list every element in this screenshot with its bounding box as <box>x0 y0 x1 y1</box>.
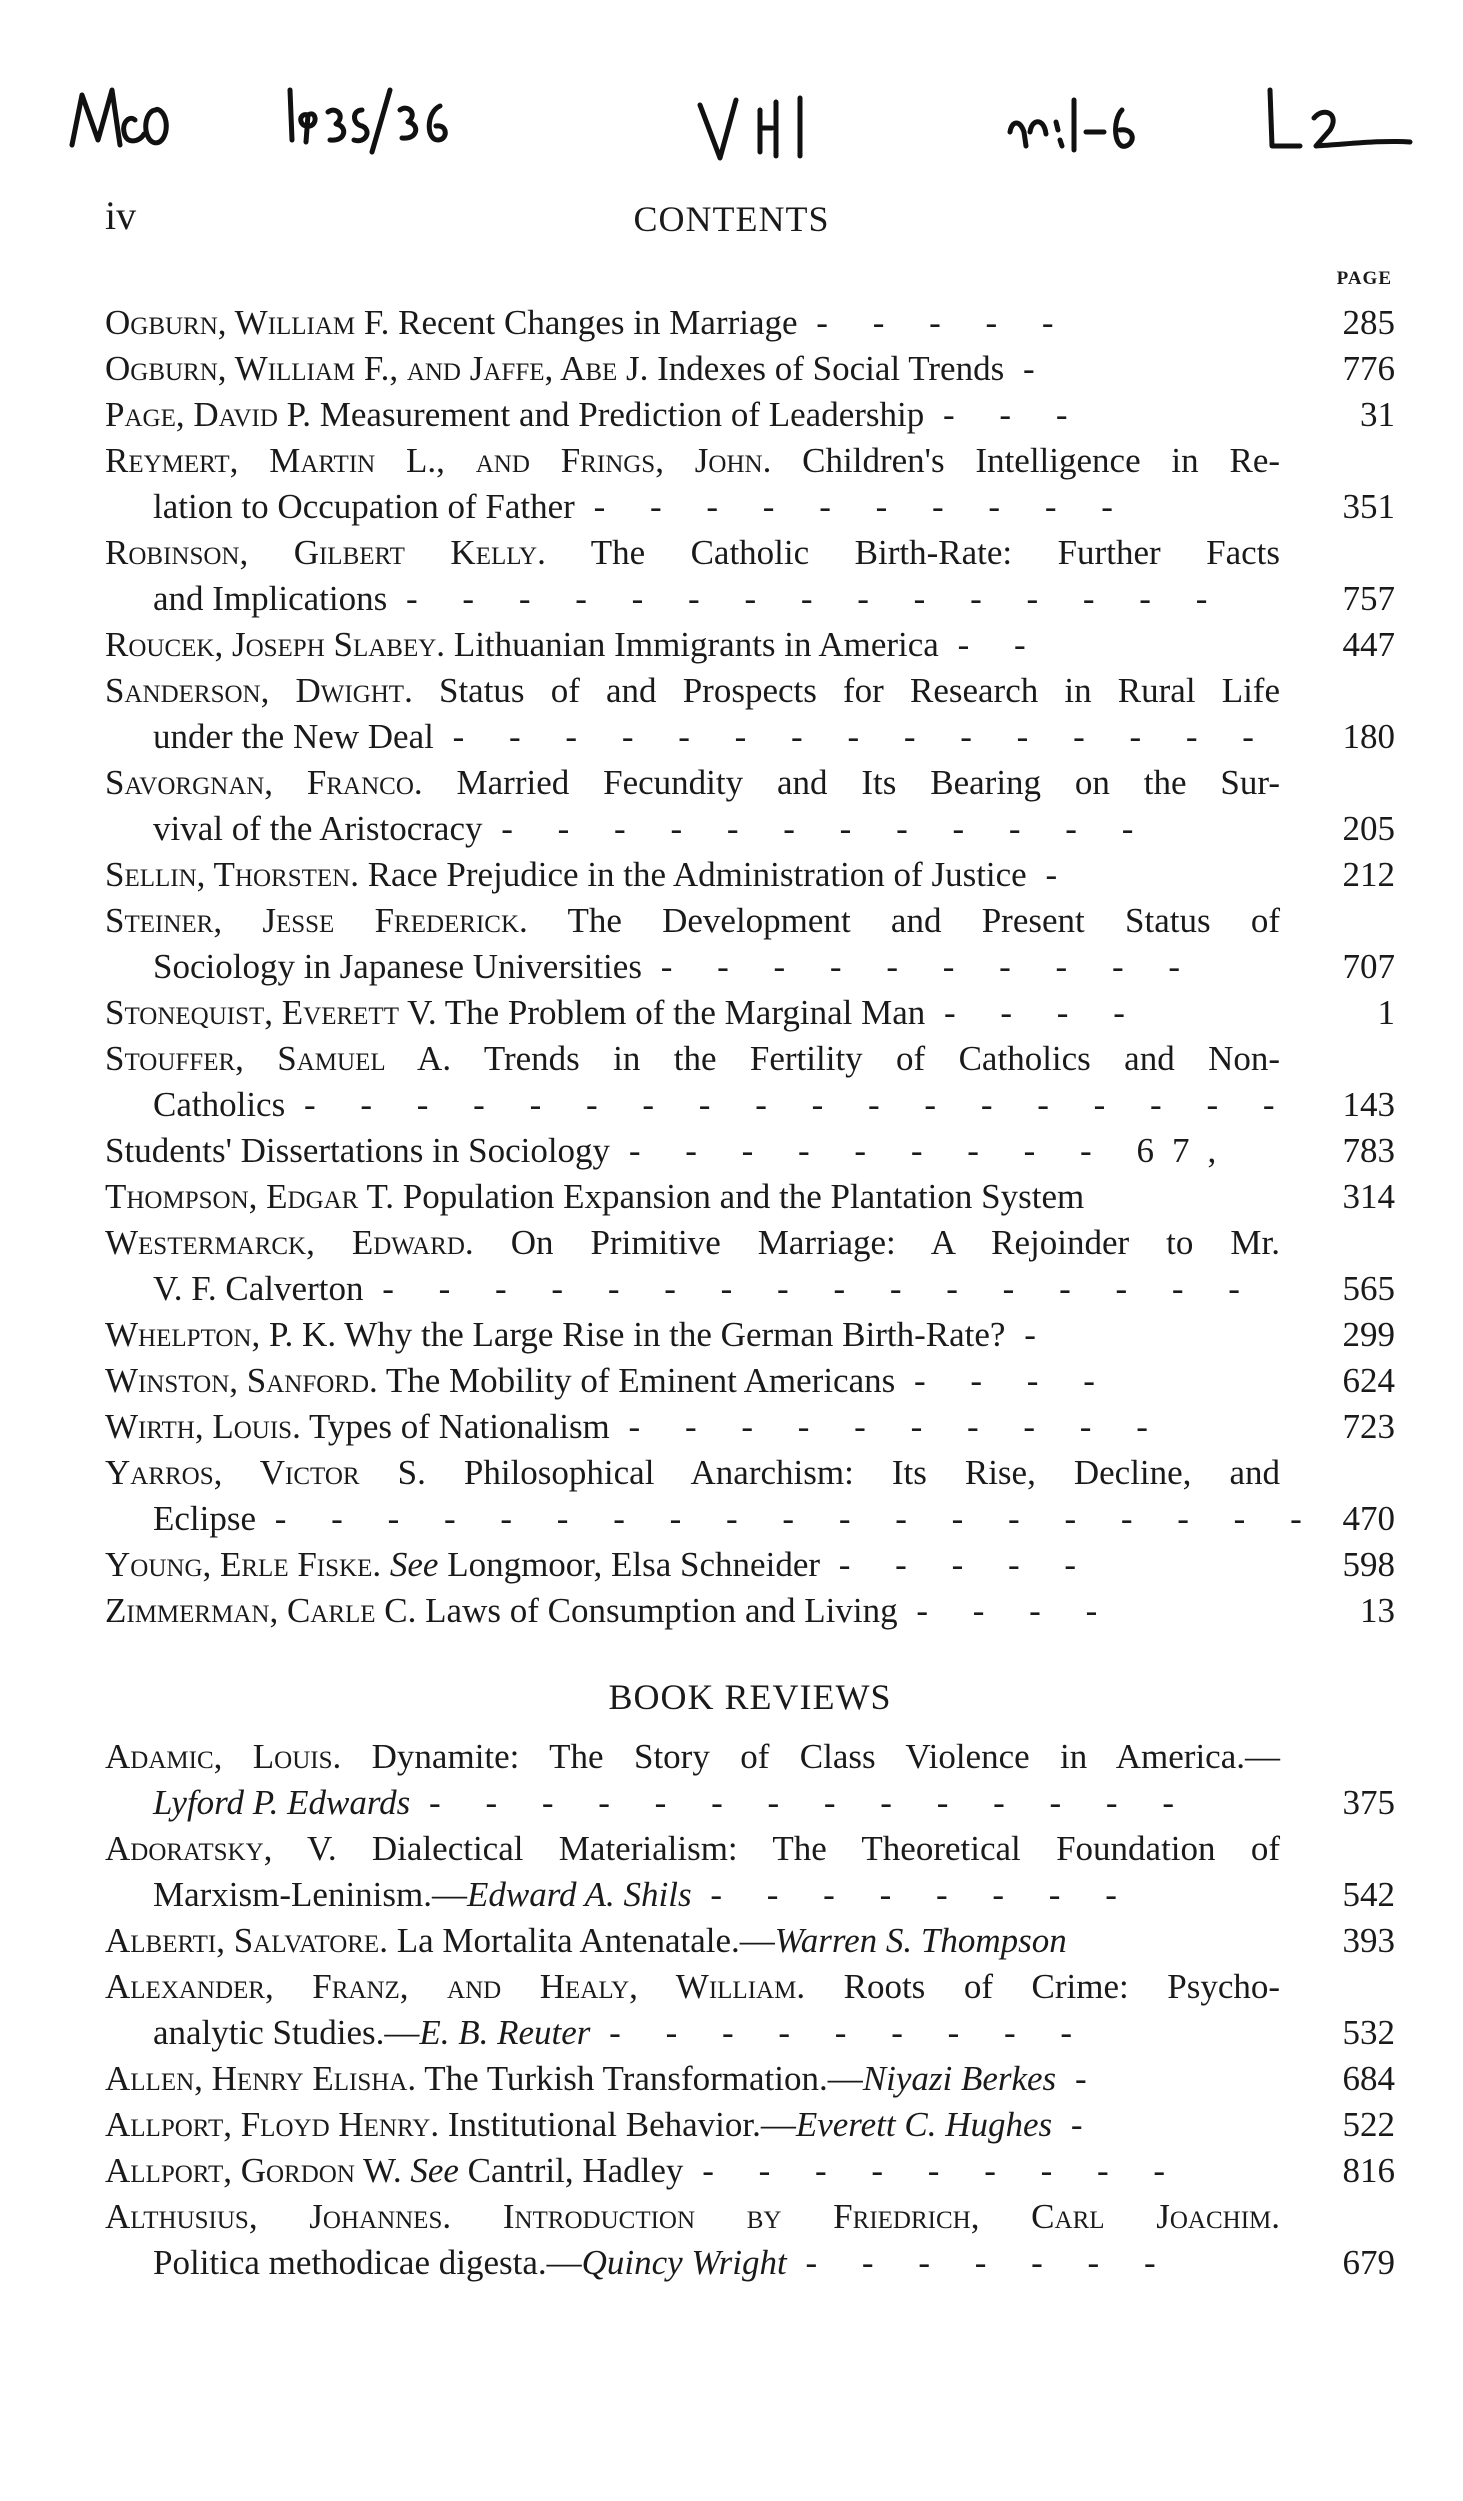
entry-page: 783 <box>1342 1131 1395 1170</box>
entry-title-line2: Marxism-Leninism.— <box>153 1875 467 1914</box>
dot-leader: - - - - - - - - - 67, <box>628 1131 1235 1170</box>
entry-title-line1: On Primitive Marriage: A Rejoinder to Mr. <box>510 1223 1281 1262</box>
entry-author: Sellin, Thorsten. <box>105 855 359 894</box>
entry-title-line2: Eclipse <box>153 1499 257 1538</box>
entry-reviewer: Warren S. Thompson <box>774 1921 1067 1960</box>
entry-title: Students' Dissertations in Sociology <box>105 1131 611 1170</box>
entry-title-line1: Dynamite: The Story of Class Violence in America.— <box>371 1737 1280 1776</box>
entry-author: Allen, Henry Elisha. <box>105 2059 417 2098</box>
toc-entry <box>105 1220 1395 1312</box>
entry-author: Stouffer, Samuel A. <box>105 1039 452 1078</box>
entry-title-line1: The Development and Present Status of <box>567 901 1280 940</box>
entry-page: 375 <box>1342 1783 1395 1822</box>
dot-leader: - <box>1074 2059 1105 2098</box>
toc-entry <box>105 1542 1395 1588</box>
entry-title-line2: vival of the Aristocracy <box>153 809 483 848</box>
entry-title-line2: Politica methodicae digesta.— <box>153 2243 582 2282</box>
entry-page: 624 <box>1342 1361 1395 1400</box>
entry-page: 707 <box>1342 947 1395 986</box>
entry-reviewer: Niyazi Berkes <box>862 2059 1057 2098</box>
entry-reviewer: Lyford P. Edwards <box>153 1783 411 1822</box>
entry-page: 143 <box>1342 1085 1395 1124</box>
toc-entry <box>105 530 1395 622</box>
entry-author: Savorgnan, Franco. <box>105 763 423 802</box>
entry-author: Robinson, Gilbert Kelly. <box>105 533 546 572</box>
entry-author: Althusius, Johannes. <box>105 2197 452 2236</box>
book-reviews-heading: BOOK REVIEWS <box>608 1677 892 1717</box>
entry-author: Page, David P. <box>105 395 311 434</box>
entry-author: Reymert, Martin L., and Frings, John. <box>105 441 772 480</box>
entry-title-line1: Children's Intelligence in Re- <box>802 441 1281 480</box>
entry-title: Recent Changes in Marriage <box>398 303 798 342</box>
entry-page: 31 <box>1360 395 1395 434</box>
dot-leader: - - - - - - - - - - - - - - - <box>406 579 1226 618</box>
dot-leader: - - - - - - - - - <box>609 2013 1091 2052</box>
dot-leader: - - - - - - - - - - - - - - - - - - <box>303 1085 1293 1124</box>
entry-page: 1 <box>1377 993 1395 1032</box>
running-head-title: CONTENTS <box>633 199 830 239</box>
entry-page: 542 <box>1342 1875 1395 1914</box>
handwritten-annotation <box>60 60 1420 180</box>
entry-page: 565 <box>1342 1269 1395 1308</box>
entry-author: Sanderson, Dwight. <box>105 671 413 710</box>
entry-page: 684 <box>1342 2059 1395 2098</box>
toc-entry <box>105 852 1395 898</box>
entry-page: 470 <box>1342 1499 1395 1538</box>
entry-page: 723 <box>1342 1407 1395 1446</box>
entry-reviewer: Everett C. Hughes <box>795 2105 1053 2144</box>
entry-page: 285 <box>1342 303 1395 342</box>
review-entry <box>105 2148 1395 2194</box>
entry-author: Ogburn, William F., and Jaffe, Abe J. <box>105 349 649 388</box>
entry-page: 598 <box>1342 1545 1395 1584</box>
entry-title: Population Expansion and the Plantation System <box>402 1177 1085 1216</box>
entry-page: 776 <box>1342 349 1395 388</box>
entry-title: The Turkish Transformation.— <box>424 2059 863 2098</box>
dot-leader: - - - - - - - - - <box>702 2151 1184 2190</box>
entry-page: 314 <box>1342 1177 1395 1216</box>
entry-page: 351 <box>1342 487 1395 526</box>
entry-author: Zimmerman, Carle C. <box>105 1591 417 1630</box>
entry-title: Laws of Consumption and Living <box>425 1591 898 1630</box>
entry-title: Types of Nationalism <box>308 1407 610 1446</box>
entry-title: Longmoor, Elsa Schneider <box>447 1545 821 1584</box>
dot-leader: - - - - - - - - - - - - - - - - - - - <box>274 1499 1320 1538</box>
dot-leader: - - - - - - - - - - - - - - <box>429 1783 1192 1822</box>
toc-entry <box>105 1450 1395 1542</box>
review-entry <box>105 2056 1395 2102</box>
dot-leader: - - - - - - - - - - <box>660 947 1199 986</box>
review-entry <box>105 1826 1395 1918</box>
dot-leader: - - <box>957 625 1044 664</box>
dot-leader: - - - <box>943 395 1086 434</box>
entry-title: The Problem of the Marginal Man <box>444 993 926 1032</box>
entry-author: Allport, Floyd Henry. <box>105 2105 440 2144</box>
entry-author: Stonequist, Everett V. <box>105 993 437 1032</box>
entry-title: The Mobility of Eminent Americans <box>385 1361 896 1400</box>
entry-title-line2: analytic Studies.— <box>153 2013 420 2052</box>
dot-leader: - - - - - - - - - - - - - - - <box>452 717 1272 756</box>
entry-author: Yarros, Victor S. <box>105 1453 426 1492</box>
review-entry <box>105 1918 1395 1964</box>
dot-leader: - <box>1070 2105 1101 2144</box>
entry-author: Thompson, Edgar T. <box>105 1177 394 1216</box>
entry-title-line1: Roots of Crime: Psycho- <box>843 1967 1281 2006</box>
entry-title-line1: Status of and Prospects for Research in Rural Life <box>438 671 1280 710</box>
entry-page: 679 <box>1342 2243 1395 2282</box>
toc-entry <box>105 622 1395 668</box>
entry-page: 522 <box>1342 2105 1395 2144</box>
entry-author: Adamic, Louis. <box>105 1737 342 1776</box>
dot-leader: - - - - <box>916 1591 1116 1630</box>
toc-entry <box>105 990 1395 1036</box>
entry-title: Measurement and Prediction of Leadership <box>319 395 925 434</box>
entry-author: Ogburn, William F. <box>105 303 390 342</box>
entry-see: See <box>389 1545 439 1584</box>
entry-title-line2: Catholics <box>153 1085 286 1124</box>
toc-entry <box>105 1174 1395 1220</box>
entry-author: Adoratsky, V. <box>105 1829 337 1868</box>
review-entry <box>105 1734 1395 1826</box>
entry-title-line1: Married Fecundity and Its Bearing on the Sur- <box>456 763 1281 802</box>
entry-author: Steiner, Jesse Frederick. <box>105 901 528 940</box>
entry-title: Race Prejudice in the Administration of Justice <box>367 855 1027 894</box>
entry-title-line2: lation to Occupation of Father <box>153 487 575 526</box>
entry-page: 212 <box>1342 855 1395 894</box>
toc-entry <box>105 438 1395 530</box>
entry-reviewer: Quincy Wright <box>581 2243 787 2282</box>
entry-see: See <box>410 2151 459 2190</box>
dot-leader: - - - - - <box>838 1545 1095 1584</box>
dot-leader: - <box>1024 1315 1054 1354</box>
toc-entry <box>105 1128 1395 1174</box>
entry-title: La Mortalita Antenatale.— <box>396 1921 775 1960</box>
toc-entry <box>105 760 1395 852</box>
entry-title-line1: Trends in the Fertility of Catholics and Non- <box>483 1039 1281 1078</box>
entry-title-line2: V. F. Calverton <box>153 1269 364 1308</box>
entry-title-line2: under the New Deal <box>153 717 434 756</box>
toc-entry <box>105 392 1395 438</box>
entry-author: Westermarck, Edward. <box>105 1223 474 1262</box>
page-number: iv <box>105 193 137 238</box>
dot-leader: - - - - - - - - - - - - - - - - <box>382 1269 1258 1308</box>
page-column-label: PAGE <box>1336 268 1392 289</box>
entry-page: 532 <box>1342 2013 1395 2052</box>
dot-leader: - - - - <box>914 1361 1113 1400</box>
entry-title-line1: The Catholic Birth-Rate: Further Facts <box>590 533 1280 572</box>
entry-title: Why the Large Rise in the German Birth-Rate? <box>344 1315 1006 1354</box>
entry-page: 180 <box>1342 717 1395 756</box>
entry-title: Institutional Behavior.— <box>447 2105 796 2144</box>
dot-leader: - - - - - - - <box>805 2243 1174 2282</box>
dot-leader: - - - - - - - - <box>710 1875 1135 1914</box>
entry-author: Young, Erle Fiske. <box>105 1545 382 1584</box>
entry-page: 13 <box>1360 1591 1395 1630</box>
entry-author: Wirth, Louis. <box>105 1407 301 1446</box>
dot-leader: - - - - - - - - - - <box>593 487 1131 526</box>
dot-leader: - - - - - - - - - - <box>628 1407 1166 1446</box>
toc-entry <box>105 898 1395 990</box>
entry-reviewer: Edward A. Shils <box>467 1875 692 1914</box>
entry-title-line1: Philosophical Anarchism: Its Rise, Decline, and <box>463 1453 1280 1492</box>
entry-author: Whelpton, P. K. <box>105 1315 337 1354</box>
toc-entry <box>105 346 1395 392</box>
entry-title-line1: Dialectical Materialism: The Theoretical Foundation of <box>371 1829 1281 1868</box>
review-entry <box>105 2102 1395 2148</box>
entry-author: Alexander, Franz, and Healy, William. <box>105 1967 806 2006</box>
dot-leader: - - - - <box>943 993 1143 1032</box>
dot-leader: - - - - - <box>816 303 1072 342</box>
entry-reviewer: E. B. Reuter <box>419 2013 591 2052</box>
entry-page: 393 <box>1342 1921 1395 1960</box>
entry-author: Allport, Gordon W. <box>105 2151 402 2190</box>
toc-entry <box>105 1312 1395 1358</box>
entry-title: Indexes of Social Trends <box>657 349 1005 388</box>
entry-title: Cantril, Hadley <box>467 2151 684 2190</box>
dot-leader: - <box>1022 349 1053 388</box>
entry-page: 205 <box>1342 809 1395 848</box>
entry-title-line1: Introduction by Friedrich, Carl Joachim. <box>502 2197 1280 2236</box>
toc-entry <box>105 1036 1395 1128</box>
contents-list <box>105 300 1395 2286</box>
entry-author: Alberti, Salvatore. <box>105 1921 388 1960</box>
entry-page: 299 <box>1342 1315 1395 1354</box>
entry-page: 757 <box>1342 579 1395 618</box>
dot-leader: - - - - - - - - - - - - <box>501 809 1152 848</box>
entry-author: Roucek, Joseph Slabey. <box>105 625 446 664</box>
toc-entry <box>105 1358 1395 1404</box>
toc-entry <box>105 1404 1395 1450</box>
toc-entry <box>105 1588 1395 1634</box>
review-entry <box>105 1964 1395 2056</box>
entry-page: 447 <box>1342 625 1395 664</box>
entry-title: Lithuanian Immigrants in America <box>453 625 939 664</box>
review-entry <box>105 2194 1395 2286</box>
entry-title-line2: Sociology in Japanese Universities <box>153 947 642 986</box>
entry-author: Winston, Sanford. <box>105 1361 378 1400</box>
entry-title-line2: and Implications <box>153 579 388 618</box>
dot-leader: - <box>1045 855 1076 894</box>
toc-entry <box>105 300 1395 346</box>
toc-entry <box>105 668 1395 760</box>
entry-page: 816 <box>1342 2151 1395 2190</box>
